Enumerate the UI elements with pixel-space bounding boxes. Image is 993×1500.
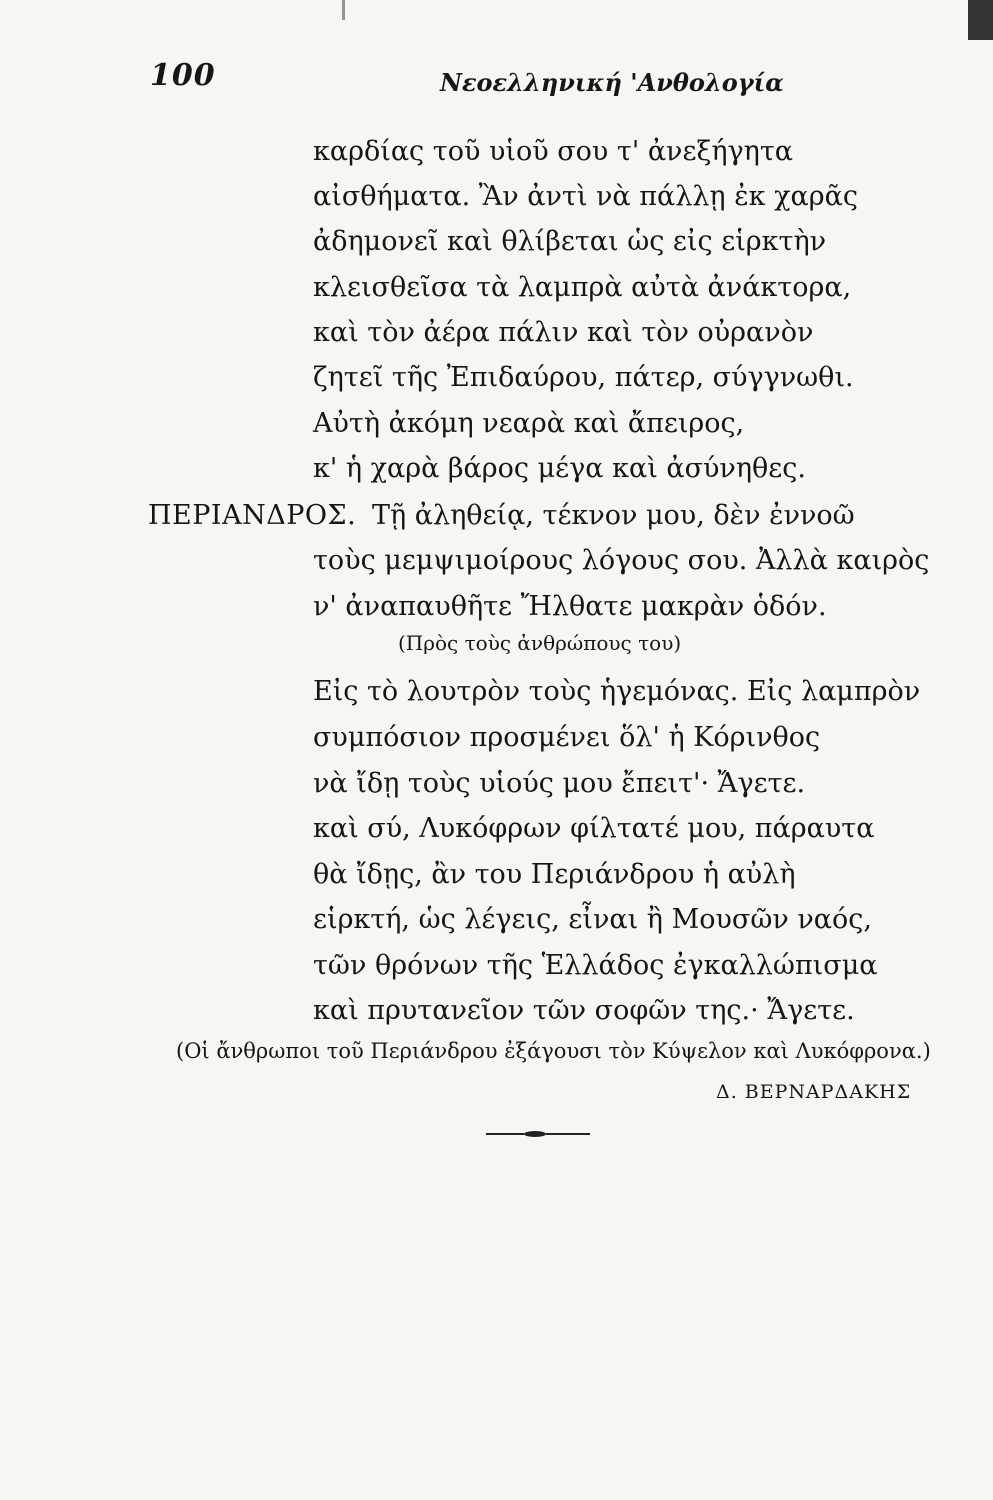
text-line: ζητεῖ τῆς Ἐπιδαύρου, πάτερ, σύγγνωθι. [313,362,854,393]
section-end-ornament [486,1131,590,1137]
speech-line: νὰ ἴδῃ τοὺς υἱούς μου ἔπειτ'· Ἄγετε. [313,768,806,799]
running-title: Νεοελληνική 'Ανθολογία [440,68,784,97]
speech-line: καὶ σύ, Λυκόφρων φίλτατέ μου, πάραυτα [313,813,875,844]
speech-line: τῶν θρόνων τῆς Ἑλλάδος ἐγκαλλώπισμα [313,950,878,981]
text-line: Αὐτὴ ἀκόμη νεαρὰ καὶ ἄπειρος, [313,408,745,439]
text-line: καρδίας τοῦ υἱοῦ σου τ' ἀνεξήγητα [313,136,793,167]
speech-line: καὶ πρυτανεῖον τῶν σοφῶν της.· Ἄγετε. [313,995,855,1026]
stage-direction: (Πρὸς τοὺς ἀνθρώπους του) [398,631,682,655]
speech-line: θὰ ἴδῃς, ἂν του Περιάνδρου ἡ αὐλὴ [313,859,796,890]
text-line: ἀδημονεῖ καὶ θλίβεται ὡς εἰς εἱρκτὴν [313,226,827,257]
author-signature: Δ. ΒΕΡΝΑΡΔΑΚΗΣ [716,1081,912,1103]
scan-mark [342,0,345,20]
text-line: αἰσθήματα. Ἂν ἀντὶ νὰ πάλλῃ ἐκ χαρᾶς [313,181,858,212]
speaker-name: ΠΕΡΙΑΝΔΡΟΣ. [148,500,357,531]
speech-line: εἱρκτή, ὡς λέγεις, εἶναι ἢ Μουσῶν ναός, [313,904,872,935]
scan-edge [968,0,993,40]
speech-line: Τῇ ἀληθείᾳ, τέκνον μου, δὲν ἐννοῶ [372,500,855,531]
speech-line: ν' ἀναπαυθῆτε Ἤλθατε μακρὰν ὁδόν. [313,591,827,622]
speech-line: συμπόσιον προσμένει ὅλ' ἡ Κόρινθος [313,722,821,753]
stage-direction: (Οἱ ἄνθρωποι τοῦ Περιάνδρου ἐξάγουσι τὸν Κύψελον καὶ Λυκόφρονα.) [176,1039,931,1063]
speech-line: τοὺς μεμψιμοίρους λόγους σου. Ἀλλὰ καιρὸς [313,545,930,576]
text-line: καὶ τὸν ἀέρα πάλιν καὶ τὸν οὐρανὸν [313,317,814,348]
speech-line: Εἰς τὸ λουτρὸν τοὺς ἡγεμόνας. Εἰς λαμπρὸν [313,676,921,707]
page-number: 100 [150,58,216,93]
text-line: κ' ἡ χαρὰ βάρος μέγα καὶ ἀσύνηθες. [313,453,806,484]
text-line: κλεισθεῖσα τὰ λαμπρὰ αὐτὰ ἀνάκτορα, [313,272,852,303]
